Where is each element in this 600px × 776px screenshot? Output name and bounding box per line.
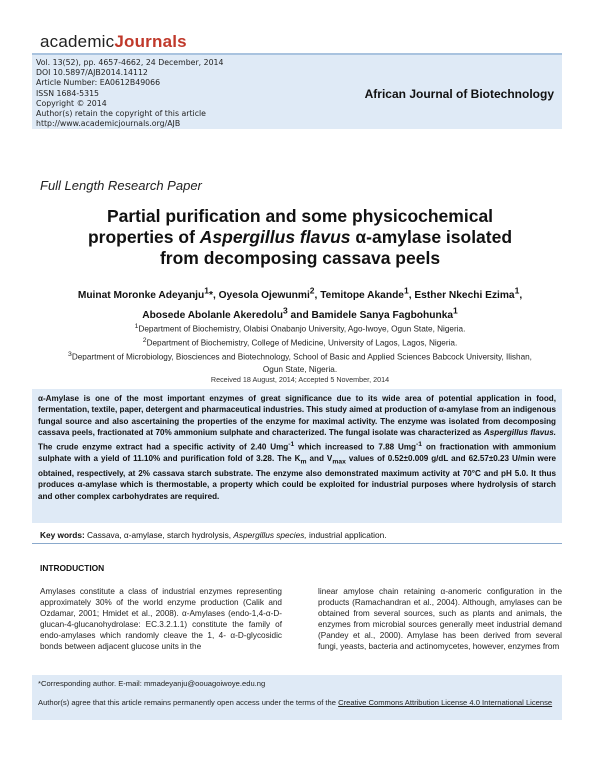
keywords: [40, 530, 387, 540]
author-name: Oyesola Ojewunmi: [218, 290, 310, 302]
meta-volume: Vol. 13(52), pp. 4657-4662, 24 December, 2014: [36, 58, 224, 67]
license-text: Author(s) agree that this article remains permanently open access under the terms of the: [38, 698, 339, 707]
author-separator: ,: [519, 290, 523, 302]
author-affiliation-mark: 1: [453, 305, 458, 316]
affiliation-text: Department of Microbiology, Biosciences and Biotechnology, School of Basic and Applied Sciences Babcock University, Ilishan, Ogun State, Nigeria.: [71, 353, 532, 374]
author-affiliation-mark: 2: [309, 286, 315, 296]
author-affiliation-mark: 1: [403, 286, 409, 296]
author-affiliation-mark: 1: [514, 286, 520, 296]
author-name: Abosede Abolanle Akeredolu: [142, 309, 283, 321]
author-affiliation-mark: 3: [282, 305, 288, 316]
received-dates: Received 18 August, 2014; Accepted 5 November, 2014: [210, 375, 390, 384]
author-name: Muinat Moronke Adeyanju: [77, 290, 205, 302]
paper-type: Full Length Research Paper: [40, 178, 202, 193]
author: [311, 305, 458, 321]
title-line-2: [40, 227, 560, 248]
section-heading-introduction: INTRODUCTION: [40, 563, 105, 573]
abstract-segment: on fractionation with ammonium sulphate with a yield of 11.10% and purification fold of 3.28. The K: [38, 442, 556, 463]
meta-url[interactable]: http://www.academicjournals.org/AJB: [36, 119, 181, 129]
abstract-segment: The crude enzyme extract had a specific activity of 2.40 Umg: [38, 442, 289, 452]
abstract-segment: and V: [306, 453, 333, 463]
publisher-logo: [40, 32, 187, 52]
author-separator: *,: [208, 290, 219, 302]
intro-column-right: linear amylose chain retaining α-anomeric configuration in the products (Ramachandran et al., 2004). Although, amylases can be obtained from several sources, such as plants and animals, the enzymes from microbial sources generally meet industrial demand (Pandey et al., 2000). Amylase has been derived from several fungi, yeasts, bacteria and actinomycetes, however, enzymes from: [318, 587, 562, 652]
author: [320, 286, 415, 302]
author-name: Bamidele Sanya Fagbohunka: [311, 309, 454, 321]
affiliation-text: Department of Biochemistry, College of Medicine, University of Lagos, Lagos, Nigeria.: [146, 338, 458, 348]
keywords-label: Key words:: [40, 530, 85, 540]
keywords-text: industrial application.: [306, 530, 387, 540]
title-species: Aspergillus flavus: [199, 227, 351, 247]
title-line-3: from decomposing cassava peels: [159, 248, 441, 268]
author-list: [40, 284, 560, 323]
meta-article-number: Article Number: EA0612B49066: [36, 78, 161, 88]
affiliation-mark: 3: [68, 351, 72, 359]
meta-issn: ISSN 1684-5315: [36, 88, 100, 98]
title-text: properties of: [87, 227, 200, 247]
article-metadata: [36, 58, 223, 129]
author-name: Temitope Akande: [320, 290, 404, 302]
keywords-species: Aspergillus species,: [233, 530, 307, 540]
affiliation-2: [60, 335, 540, 349]
unit-exponent: -1: [416, 440, 423, 448]
author: [218, 286, 321, 302]
keywords-text: Cassava, α-amylase, starch hydrolysis,: [84, 530, 234, 540]
meta-doi: DOI 10.5897/AJB2014.14112: [36, 68, 148, 78]
unit-exponent: -1: [288, 440, 295, 448]
author-separator: ,: [408, 290, 415, 302]
km-subscript: m: [300, 458, 307, 466]
footer-notes: [32, 675, 562, 720]
affiliation-mark: 2: [142, 337, 147, 345]
affiliation-text: Department of Biochemistry, Olabisi Onabanjo University, Ago-Iwoye, Ogun State, Nigeria.: [138, 324, 466, 334]
keywords-divider: [32, 543, 562, 544]
logo-academic: academic: [40, 32, 115, 51]
vmax-subscript: max: [332, 458, 346, 466]
author-name: Esther Nkechi Ezima: [414, 290, 515, 302]
affiliation-3: [60, 349, 540, 375]
title-text: α-amylase isolated: [350, 227, 513, 247]
abstract-text: [38, 393, 556, 502]
meta-copyright: Copyright © 2014: [36, 98, 107, 108]
affiliation-mark: 1: [134, 323, 139, 330]
journal-name: African Journal of Biotechnology: [364, 87, 554, 101]
abstract-segment: which increased to 7.88 Umg: [294, 442, 416, 452]
abstract-box: [32, 389, 562, 523]
author-separator: and: [287, 309, 312, 321]
abstract-segment: α-Amylase is one of the most important enzymes of great significance due to its wide area of potential application in food, fermentation, textile, paper, detergent and pharmaceutical industries. This study aimed at production of α-amylase from an indigenous fungal source and also ascertaining the properties of the enzyme for maximal activity. The enzyme was isolated from decomposing cassava peels, fractionated at 70% ammonium sulphate and characterized. The fungal isolate was characterized as: [38, 394, 556, 438]
license-statement: [38, 698, 558, 709]
author: [414, 286, 523, 302]
corresponding-author: *Corresponding author. E-mail: mmadeyanju@oouagoiwoye.edu.ng: [38, 679, 266, 688]
abstract-species: Aspergillus flavus.: [483, 428, 557, 438]
logo-journals: Journals: [114, 32, 187, 51]
license-link[interactable]: Creative Commons Attribution License 4.0 International License: [338, 698, 553, 707]
title-line-1: Partial purification and some physicochemical: [106, 206, 494, 226]
author: [142, 305, 312, 321]
author-affiliation-mark: 1: [204, 286, 209, 296]
author-separator: ,: [314, 290, 321, 302]
author: [77, 286, 219, 302]
article-info-box: [32, 53, 562, 129]
abstract-segment: values of 0.52±0.009 g/dL and 62.57±0.23 U/min were obtained, respectively, at 2% cassava starch substrate. The enzyme also demonstrated maximum activity at 70°C and pH 5.0. It thus produces α-amylase which is thermostable, a property which could be exploited for industrial purposes where hydrolysis of starch and other complex carbohydrates are required.: [38, 453, 556, 501]
paper-title: [40, 206, 560, 269]
affiliations: [60, 321, 540, 375]
intro-column-left: Amylases constitute a class of industrial enzymes representing approximately 30% of the world enzyme production (Calik and Ozdamar, 2001; Hmidet et al., 2008). α-Amylases (endo-1,4-α-D-glucan-4-glucanohydrolase: EC.3.2.1.1) constitute the family of endo-amylases which randomly cleave the 1, 4- α-D-glycosidic bonds between adjacent glucose units in the: [40, 587, 282, 652]
affiliation-1: [60, 321, 540, 335]
meta-rights: Author(s) retain the copyright of this article: [36, 109, 206, 119]
